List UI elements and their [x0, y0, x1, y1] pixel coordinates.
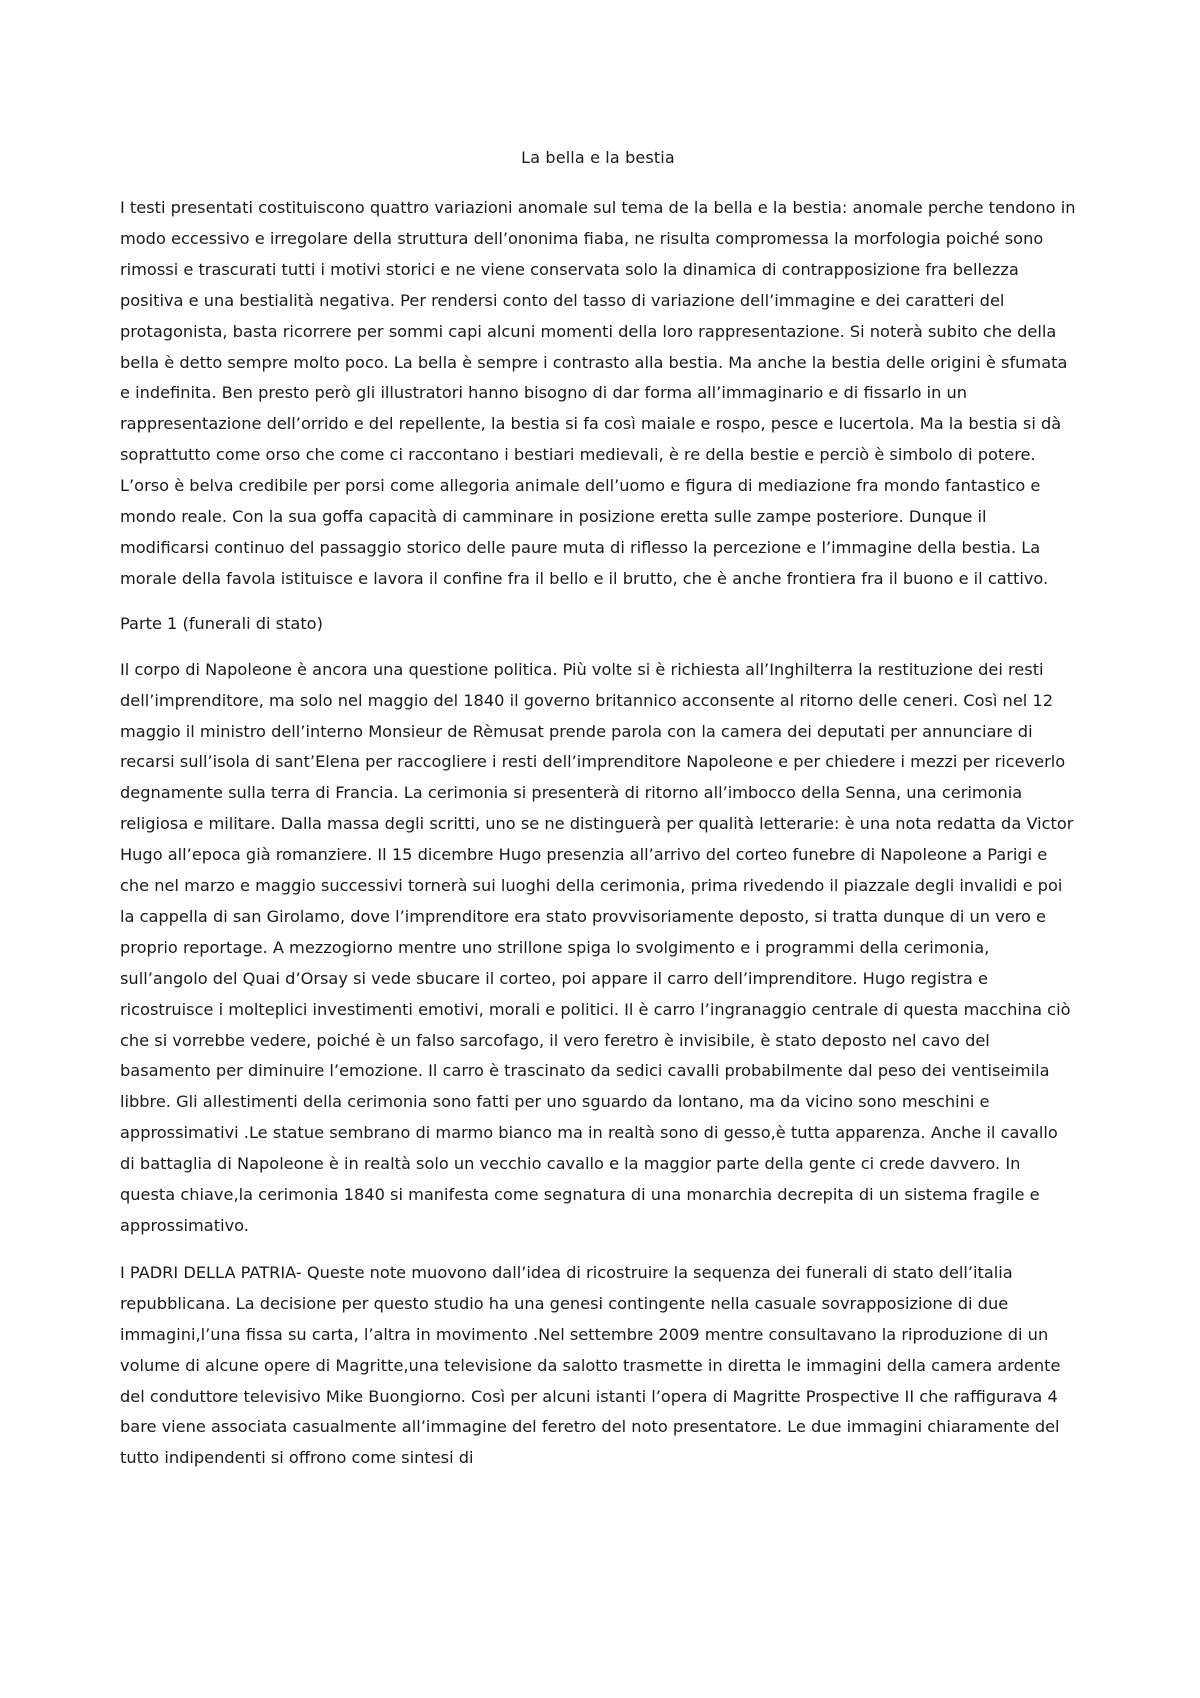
intro-paragraph: I testi presentati costituiscono quattro variazioni anomale sul tema de la bella e la bestia: anomale perche tendono in modo eccessivo e irregolare della struttura dell’ononima fiaba, ne risulta compromessa la morfologia poiché sono rimossi e trascurati tutti i motivi storici e ne viene conservata solo la dinamica di contrapposizione fra bellezza positiva e una bestialità negativa. Per rendersi conto del tasso di variazione dell’immagine e dei caratteri del protagonista, basta ricorrere per sommi capi alcuni momenti della loro rappresentazione. Si noterà subito che della bella è detto sempre molto poco. La bella è sempre i contrasto alla bestia. Ma anche la bestia delle origini è sfumata e indefinita. Ben presto però gli illustratori hanno bisogno di dar forma all’immaginario e di fissarlo in un rappresentazione dell’orrido e del repellente, la bestia si fa così maiale e rospo, pesce e lucertola. Ma la bestia si dà soprattutto come orso che come ci raccontano i bestiari medievali, è re della bestie e perciò è simbolo di potere. L’orso è belva credibile per porsi come allegoria animale dell’uomo e figura di mediazione fra mondo fantastico e mondo reale. Con la sua goffa capacità di camminare in posizione eretta sulle zampe posteriore. Dunque il modificarsi continuo del passaggio storico delle paure muta di riflesso la percezione e l’immagine della bestia. La morale della favola istituisce e lavora il confine fra il bello e il brutto, che è anche frontiera fra il buono e il cattivo. — [120, 198, 1076, 588]
document-title: La bella e la bestia — [521, 148, 675, 167]
section-heading: Parte 1 (funerali di stato) — [120, 613, 323, 633]
napoleone-paragraph: Il corpo di Napoleone è ancora una questione politica. Più volte si è richiesta all’Inghilterra la restituzione dei resti dell’imprenditore, ma solo nel maggio del 1840 il governo britannico acconsente al ritorno delle ceneri. Così nel 12 maggio il ministro dell’interno Monsieur de Rèmusat prende parola con la camera dei deputati per annunciare di recarsi sull’isola di sant’Elena per raccogliere i resti dell’imprenditore Napoleone e per chiedere i mezzi per riceverlo degnamente sulla terra di Francia. La cerimonia si presenterà di ritorno all’imbocco della Senna, una cerimonia religiosa e militare. Dalla massa degli scritti, uno se ne distinguerà per qualità letterarie: è una nota redatta da Victor Hugo all’epoca già romanziere. Il 15 dicembre Hugo presenzia all’arrivo del corteo funebre di Napoleone a Parigi e che nel marzo e maggio successivi tornerà sui luoghi della cerimonia, prima rivedendo il piazzale degli invalidi e poi la cappella di san Girolamo, dove l’imprenditore era stato provvisoriamente deposto, si tratta dunque di un vero e proprio reportage. A mezzogiorno mentre uno strillone spiga lo svolgimento e i programmi della cerimonia, sull’angolo del Quai d’Orsay si vede sbucare il corteo, poi appare il carro dell’imprenditore. Hugo registra e ricostruisce i molteplici investimenti emotivi, morali e politici. Il è carro l’ingranaggio centrale di questa macchina ciò che si vorrebbe vedere, poiché è un falso sarcofago, il vero feretro è invisibile, è stato deposto nel cavo del basamento per diminuire l’emozione. Il carro è trascinato da sedici cavalli probabilmente dal peso dei ventiseimila libbre. Gli allestimenti della cerimonia sono fatti per uno sguardo da lontano, ma da vicino sono meschini e approssimativi .Le statue sembrano di marmo bianco ma in realtà sono di gesso,è tutta apparenza. Anche il cavallo di battaglia di Napoleone è in realtà solo un vecchio cavallo e la maggior parte della gente ci crede davvero. In questa chiave,la cerimonia 1840 si manifesta come segnatura di una monarchia decrepita di un sistema fragile e approssimativo. — [120, 659, 1074, 1235]
padri-paragraph: I PADRI DELLA PATRIA- Queste note muovono dall’idea di ricostruire la sequenza dei funerali di stato dell’italia repubblicana. La decisione per questo studio ha una genesi contingente nella casuale sovrapposizione di due immagini,l’una fissa su carta, l’altra in movimento .Nel settembre 2009 mentre consultavano la riproduzione di un volume di alcune opere di Magritte,una televisione da salotto trasmette in diretta le immagini della camera ardente del conduttore televisivo Mike Buongiorno. Così per alcuni istanti l’opera di Magritte Prospective II che raffigurava 4 bare viene associata casualmente all’immagine del feretro del noto presentatore. Le due immagini chiaramente del tutto indipendenti si offrono come sintesi di — [120, 1262, 1061, 1468]
